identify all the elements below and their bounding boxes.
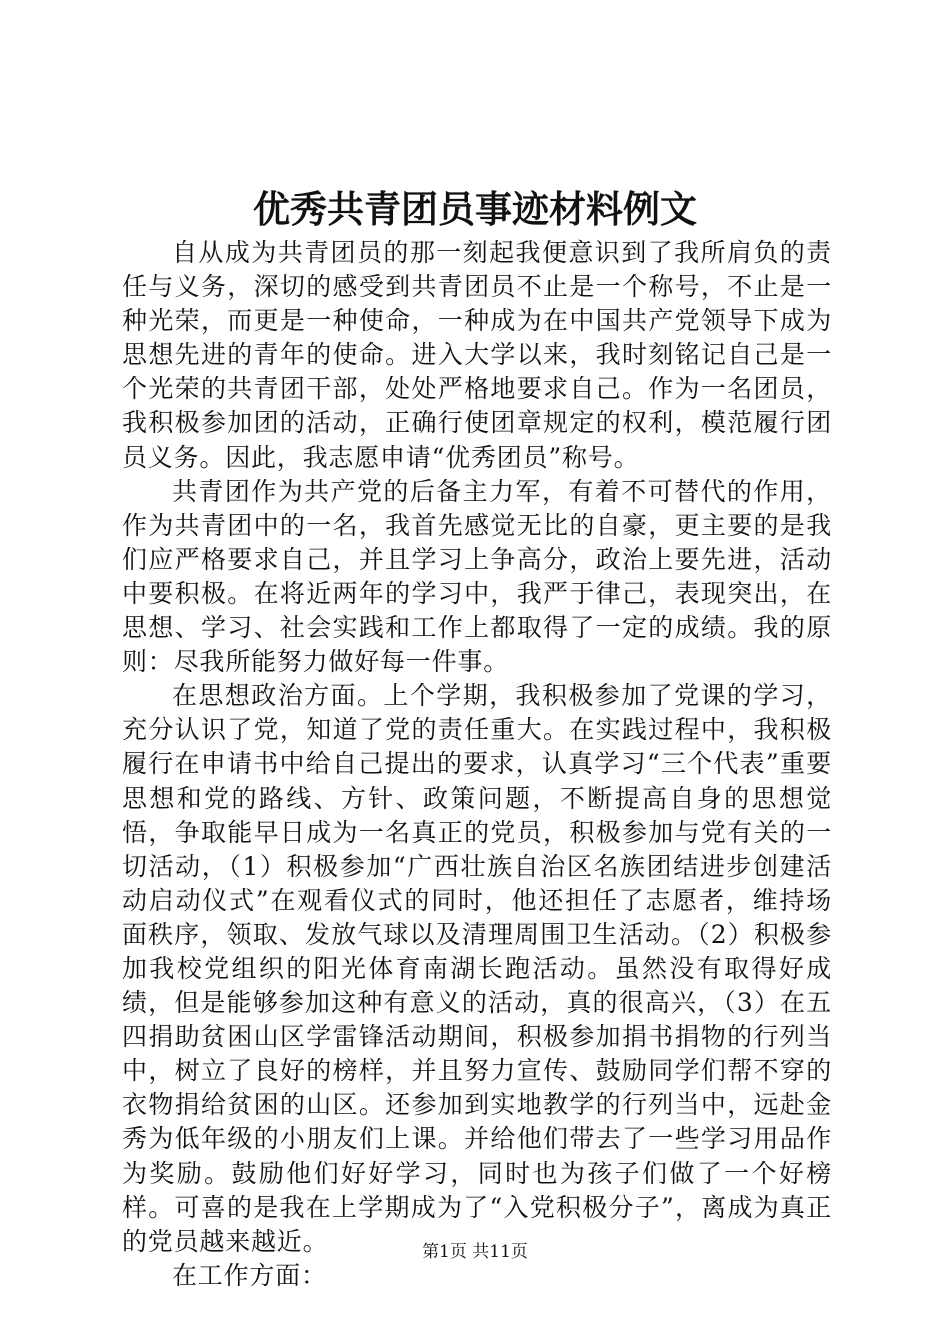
document-body	[122, 236, 832, 1293]
paragraph-2: 共青团作为共产党的后备主力军，有着不可替代的作用，作为共青团中的一名，我首先感觉无比的自豪，更主要的是我们应严格要求自己，并且学习上争高分，政治上要先进，活动中要积极。在将近两年的学习中，我严于律己，表现突出，在思想、学习、社会实践和工作上都取得了一定的成绩。我的原则：尽我所能努力做好每一件事。	[122, 476, 832, 677]
paragraph-4: 在工作方面：	[172, 1260, 327, 1290]
document-title: 优秀共青团员事迹材料例文	[253, 187, 697, 231]
paragraph-3: 在思想政治方面。上个学期，我积极参加了党课的学习，充分认识了党，知道了党的责任重大。在实践过程中，我积极履行在申请书中给自己提出的要求，认真学习“三个代表”重要思想和党的路线、方针、政策问题，不断提高自身的思想觉悟，争取能早日成为一名真正的党员，积极参加与党有关的一切活动，（1）积极参加“广西壮族自治区名族团结进步创建活动启动仪式”在观看仪式的同时，他还担任了志愿者，维持场面秩序，领取、发放气球以及清理周围卫生活动。（2）积极参加我校党组织的阳光体育南湖长跑活动。虽然没有取得好成绩，但是能够参加这种有意义的活动，真的很高兴，（3）在五四捐助贫困山区学雷锋活动期间，积极参加捐书捐物的行列当中，树立了良好的榜样，并且努力宣传、鼓励同学们帮不穿的衣物捐给贫困的山区。还参加到实地教学的行列当中，远赴金秀为低年级的小朋友们上课。并给他们带去了一些学习用品作为奖励。鼓励他们好好学习，同时也为孩子们做了一个好榜样。可喜的是我在上学期成为了“入党积极分子”，离成为真正的党员越来越近。	[122, 681, 832, 1256]
page-number-footer: 第1页 共11页	[422, 1242, 528, 1262]
paragraph-1: 自从成为共青团员的那一刻起我便意识到了我所肩负的责任与义务，深切的感受到共青团员不止是一个称号，不止是一种光荣，而更是一种使命，一种成为在中国共产党领导下成为思想先进的青年的使命。进入大学以来，我时刻铭记自己是一个光荣的共青团干部，处处严格地要求自己。作为一名团员，我积极参加团的活动，正确行使团章规定的权利，模范履行团员义务。因此，我志愿申请“优秀团员”称号。	[122, 238, 832, 472]
